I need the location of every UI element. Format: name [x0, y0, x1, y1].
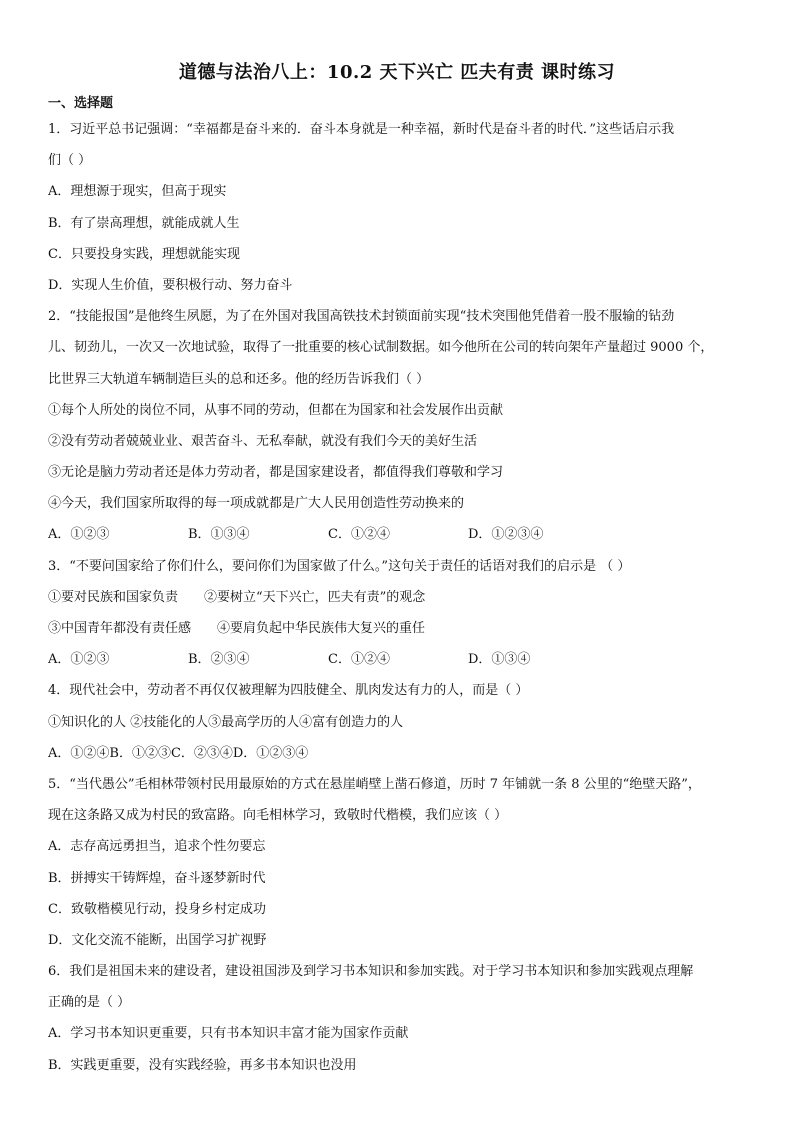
question-3-statements-row-1	[48, 582, 760, 613]
question-1-stem-cont: 们（ ）	[48, 153, 92, 169]
question-2-statement-3: ③无论是脑力劳动者还是体力劳动者，都是国家建设者，都值得我们尊敬和学习	[48, 465, 504, 481]
question-2-options	[48, 519, 760, 550]
question-2-stem-cont: 比世界三大轨道车辆制造巨头的总和还多。他的经历告诉我们（ ）	[48, 371, 430, 387]
question-1-option-d: D．实现人生价值，要积极行动、努力奋斗	[48, 277, 293, 293]
question-2-stem: 2．“技能报国”是他终生夙愿，为了在外国对我国高铁技术封锁面前实现“技术突围他凭借着一股不服输的钻劲	[48, 309, 675, 325]
question-4-stem: 4．现代社会中，劳动者不再仅仅被理解为四肢健全、肌肉发达有力的人，而是（ ）	[48, 683, 529, 699]
question-1-stem: 1．习近平总书记强调：“幸福都是奋斗来的．奋斗本身就是一种幸福，新时代是奋斗者的时代．”这些话启示我	[48, 122, 675, 137]
question-2-statement-1: ①每个人所处的岗位不同，从事不同的劳动，但都在为国家和社会发展作出贡献	[48, 402, 504, 418]
question-6-option-a: A．学习书本知识更重要，只有书本知识丰富才能为国家作贡献	[48, 1026, 409, 1042]
question-3-options	[48, 644, 760, 675]
question-4-options: A．①②④B．①②③C．②③④D．①②③④	[48, 745, 309, 761]
question-3-statement-1: ①要对民族和国家负责	[48, 589, 179, 605]
question-list	[48, 114, 760, 1081]
question-2-option-a: A．①②③	[48, 527, 110, 543]
question-2-option-c: C．①②④	[328, 527, 390, 543]
question-3-stem: 3．“不要问国家给了你们什么，要问你们为国家做了什么。”这句关于责任的话语对我们的启示是 （ ）	[48, 558, 631, 574]
question-1-option-c: C．只要投身实践，理想就能实现	[48, 246, 240, 262]
question-5-option-d: D．文化交流不能断，出国学习扩视野	[48, 932, 267, 948]
question-3-statement-3: ③中国青年都没有责任感	[48, 621, 192, 636]
question-6-stem: 6．我们是祖国未来的建设者，建设祖国涉及到学习书本知识和参加实践。对于学习书本知识和参加实践观点理解	[48, 964, 694, 980]
question-5-stem-cont: 现在这条路又成为村民的致富路。向毛相林学习，致敬时代楷模，我们应该（ ）	[48, 808, 508, 824]
question-5-stem: 5．“当代愚公”毛相林带领村民用最原始的方式在悬崖峭壁上凿石修道，历时 7 年铺就一条 8 公里的“绝壁天路”，	[48, 776, 701, 792]
question-5-option-c: C．致敬楷模见行动，投身乡村定成功	[48, 901, 266, 917]
question-2-statement-2: ②没有劳动者兢兢业业、艰苦奋斗、无私奉献，就没有我们今天的美好生活	[48, 433, 478, 449]
question-3-statement-4: ④要肩负起中华民族伟大复兴的重任	[217, 621, 426, 636]
question-4-statements: ①知识化的人 ②技能化的人③最高学历的人④富有创造力的人	[48, 714, 404, 730]
question-3-option-d: D．①③④	[468, 652, 531, 668]
question-5-option-a: A．志存高远勇担当，追求个性勿要忘	[48, 839, 266, 855]
question-1-option-b: B．有了崇高理想，就能成就人生	[48, 215, 240, 231]
question-2-option-d: D．①②③④	[468, 527, 544, 543]
page-title: 道德与法治八上：10.2 天下兴亡 匹夫有责 课时练习	[178, 62, 616, 83]
question-6-stem-cont: 正确的是（ ）	[48, 995, 131, 1011]
section-heading: 一、选择题	[48, 96, 114, 111]
question-3-statements-row-2	[48, 613, 760, 644]
question-6-option-b: B．实践更重要，没有实践经验，再多书本知识也没用	[48, 1057, 357, 1073]
question-3-option-c: C．①②④	[328, 652, 390, 668]
question-1-option-a: A．理想源于现实，但高于现实	[48, 184, 227, 200]
question-3-option-a: A．①②③	[48, 652, 110, 668]
question-5-option-b: B．拼搏实干铸辉煌，奋斗逐梦新时代	[48, 870, 266, 886]
question-2-stem-cont: 儿、韧劲儿，一次又一次地试验，取得了一批重要的核心试制数据。如今他所在公司的转向架年产量超过 9000 个，	[48, 340, 714, 356]
question-3-option-b: B．②③④	[188, 652, 250, 668]
question-2-statement-4: ④今天，我们国家所取得的每一项成就都是广大人民用创造性劳动换来的	[48, 496, 465, 512]
question-2-option-b: B．①③④	[188, 527, 250, 543]
question-3-statement-2: ②要树立“天下兴亡，匹夫有责”的观念	[204, 589, 426, 605]
